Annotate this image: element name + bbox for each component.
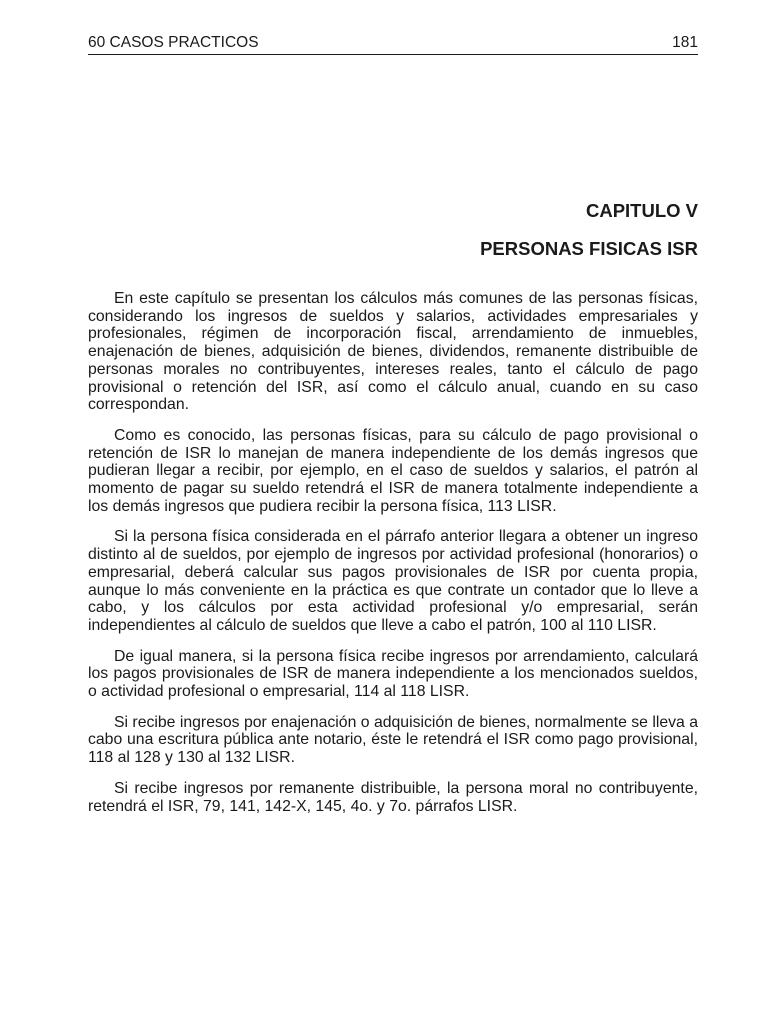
chapter-number: CAPITULO V <box>585 200 698 221</box>
body-text <box>88 290 698 828</box>
chapter-heading <box>88 198 698 262</box>
paragraph: Como es conocido, las personas físicas, para su cálculo de pago provisional o retención de ISR lo manejan de manera independiente de los demás ingresos que pudieran llegar a recibir, por ejemplo, en el caso de sueldos y salarios, el patrón al momento de pagar su sueldo retendrá el ISR de manera totalmente independiente a los demás ingresos que pudiera recibir la persona física, 113 LISR. <box>88 426 698 515</box>
paragraph: Si recibe ingresos por enajenación o adquisición de bienes, normalmente se lleva a cabo una escritura pública ante notario, éste le retendrá el ISR como pago provisional, 118 al 128 y 130 al 132 LISR. <box>88 713 698 767</box>
paragraph: Si recibe ingresos por remanente distribuible, la persona moral no contribuyente, retendrá el ISR, 79, 141, 142-X, 145, 4o. y 7o. párrafos LISR. <box>88 779 698 815</box>
book-title: 60 CASOS PRACTICOS <box>88 34 259 51</box>
paragraph: De igual manera, si la persona física recibe ingresos por arrendamiento, calculará los pagos provisionales de ISR de manera independiente a los mencionados sueldos, o actividad profesional o empresarial, 114 al 118 LISR. <box>88 647 698 701</box>
chapter-title: PERSONAS FISICAS ISR <box>480 238 698 259</box>
running-header <box>88 34 698 55</box>
paragraph: Si la persona física considerada en el párrafo anterior llegara a obtener un ingreso distinto al de sueldos, por ejemplo de ingresos por actividad profesional (honorarios) o empresarial, deberá calcular sus pagos provisionales de ISR por cuenta propia, aunque lo más conveniente en la práctica es que contrate un contador que lo lleve a cabo, y los cálculos por esta actividad profesional y/o empresarial, serán independientes al cálculo de sueldos que lleve a cabo el patrón, 100 al 110 LISR. <box>88 528 698 634</box>
paragraph: En este capítulo se presentan los cálculos más comunes de las personas físicas, considerando los ingresos de sueldos y salarios, actividades empresariales y profesionales, régimen de incorporación fiscal, arrendamiento de inmuebles, enajenación de bienes, adquisición de bienes, dividendos, remanente distribuible de personas morales no contribuyentes, intereses reales, tanto el cálculo de pago provisional o retención del ISR, así como el cálculo anual, cuando en su caso correspondan. <box>88 290 698 414</box>
page-number: 181 <box>672 34 698 51</box>
